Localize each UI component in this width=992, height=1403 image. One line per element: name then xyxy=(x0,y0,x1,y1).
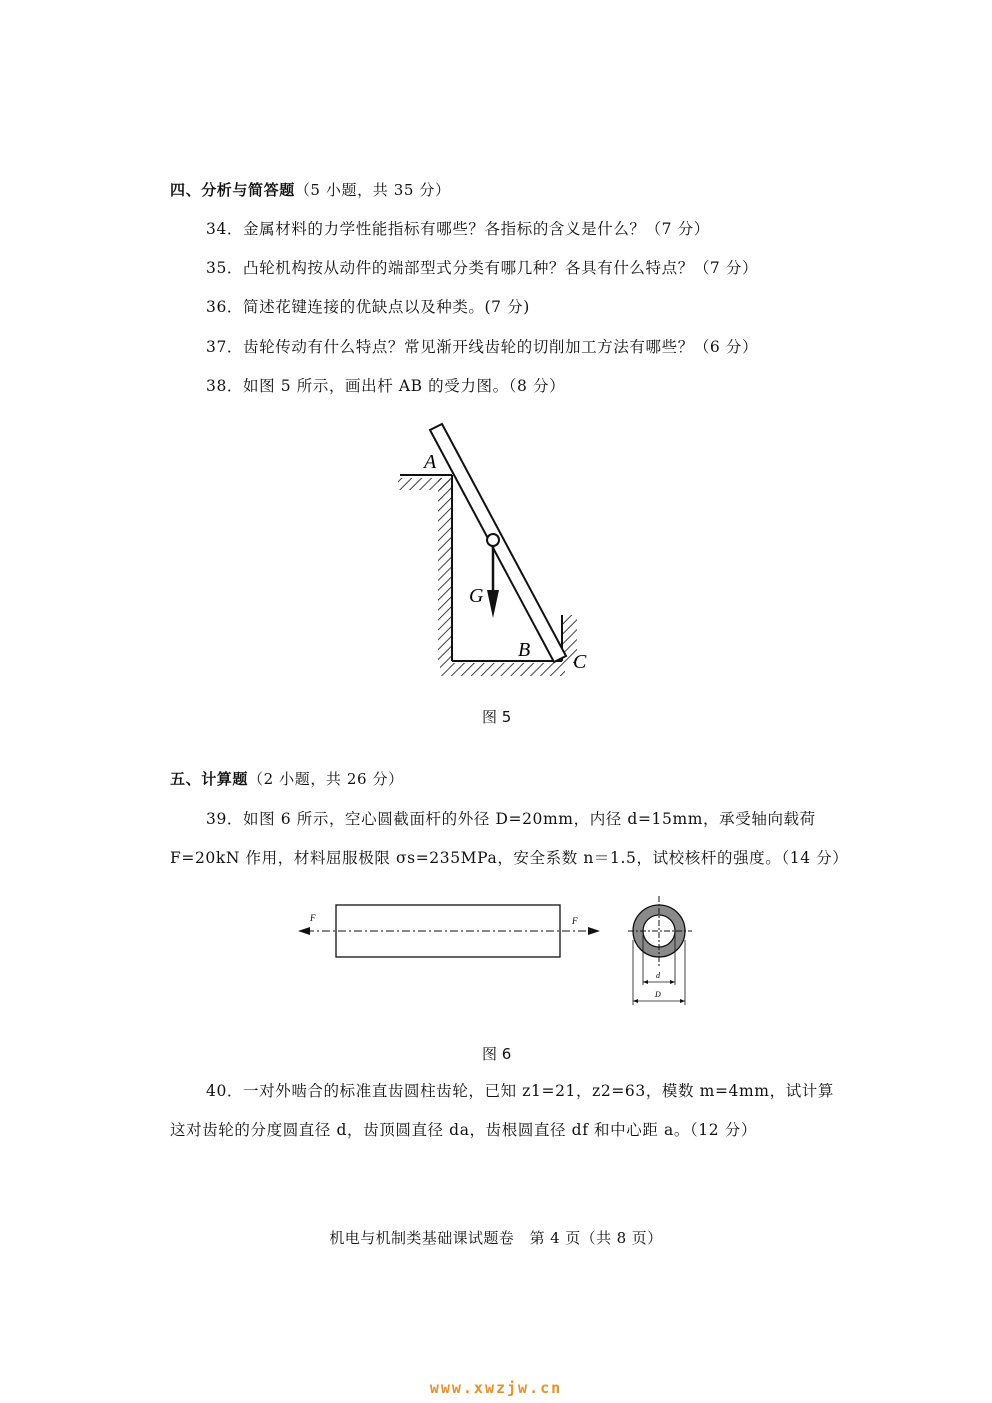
section5-points: （2 小题，共 26 分） xyxy=(248,770,404,788)
label-f-left: F xyxy=(310,913,316,923)
figure5-diagram xyxy=(390,420,610,685)
watermark: www.xwzjw.cn xyxy=(429,1379,563,1397)
section4-title: 四、分析与简答题 xyxy=(170,181,295,199)
label-d-inner: d xyxy=(656,971,660,980)
section4-points: （5 小题，共 35 分） xyxy=(294,181,451,199)
label-a: A xyxy=(424,451,437,473)
label-b: B xyxy=(518,639,531,661)
section5-heading xyxy=(170,769,404,789)
question-38: 38．如图 5 所示，画出杆 AB 的受力图。（8 分） xyxy=(206,377,566,395)
figure6-diagram xyxy=(292,890,712,1015)
force-arrow-right xyxy=(588,927,600,935)
wall-hatch xyxy=(438,478,452,663)
label-d-outer: D xyxy=(655,990,661,999)
label-c: C xyxy=(573,651,587,673)
floor-hatch xyxy=(440,663,565,676)
page-footer: 机电与机制类基础课试题卷 第 4 页（共 8 页） xyxy=(329,1229,663,1247)
label-g: G xyxy=(469,585,484,607)
cross-section-inner xyxy=(643,915,675,947)
figure6-caption: 图 6 xyxy=(482,1045,512,1063)
question-34: 34．金属材料的力学性能指标有哪些？各指标的含义是什么？（7 分） xyxy=(206,220,710,238)
force-arrow-left xyxy=(298,927,310,935)
question-40-line1: 40．一对外啮合的标准直齿圆柱齿轮，已知 z1=21，z2=63，模数 m=4mm，试计算 xyxy=(206,1082,834,1100)
label-f-right: F xyxy=(572,916,578,926)
section5-title: 五、计算题 xyxy=(170,770,249,788)
question-35: 35．凸轮机构按从动件的端部型式分类有哪几种？各具有什么特点？（7 分） xyxy=(206,259,759,277)
question-40-line2: 这对齿轮的分度圆直径 d，齿顶圆直径 da，齿根圆直径 df 和中心距 a。（12 分） xyxy=(170,1121,757,1139)
section4-heading xyxy=(170,180,451,200)
question-39-line2: F=20kN 作用，材料屈服极限 σs=235MPa，安全系数 n＝1.5，试校核杆的强度。（14 分） xyxy=(170,849,849,867)
figure5-caption: 图 5 xyxy=(482,708,512,726)
question-39-line1: 39．如图 6 所示，空心圆截面杆的外径 D=20mm，内径 d=15mm，承受轴向载荷 xyxy=(206,810,816,828)
question-36: 36．简述花键连接的优缺点以及种类。(7 分) xyxy=(206,298,530,316)
question-37: 37．齿轮传动有什么特点？常见渐开线齿轮的切削加工方法有哪些？（6 分） xyxy=(206,338,759,356)
center-of-gravity xyxy=(487,534,499,546)
